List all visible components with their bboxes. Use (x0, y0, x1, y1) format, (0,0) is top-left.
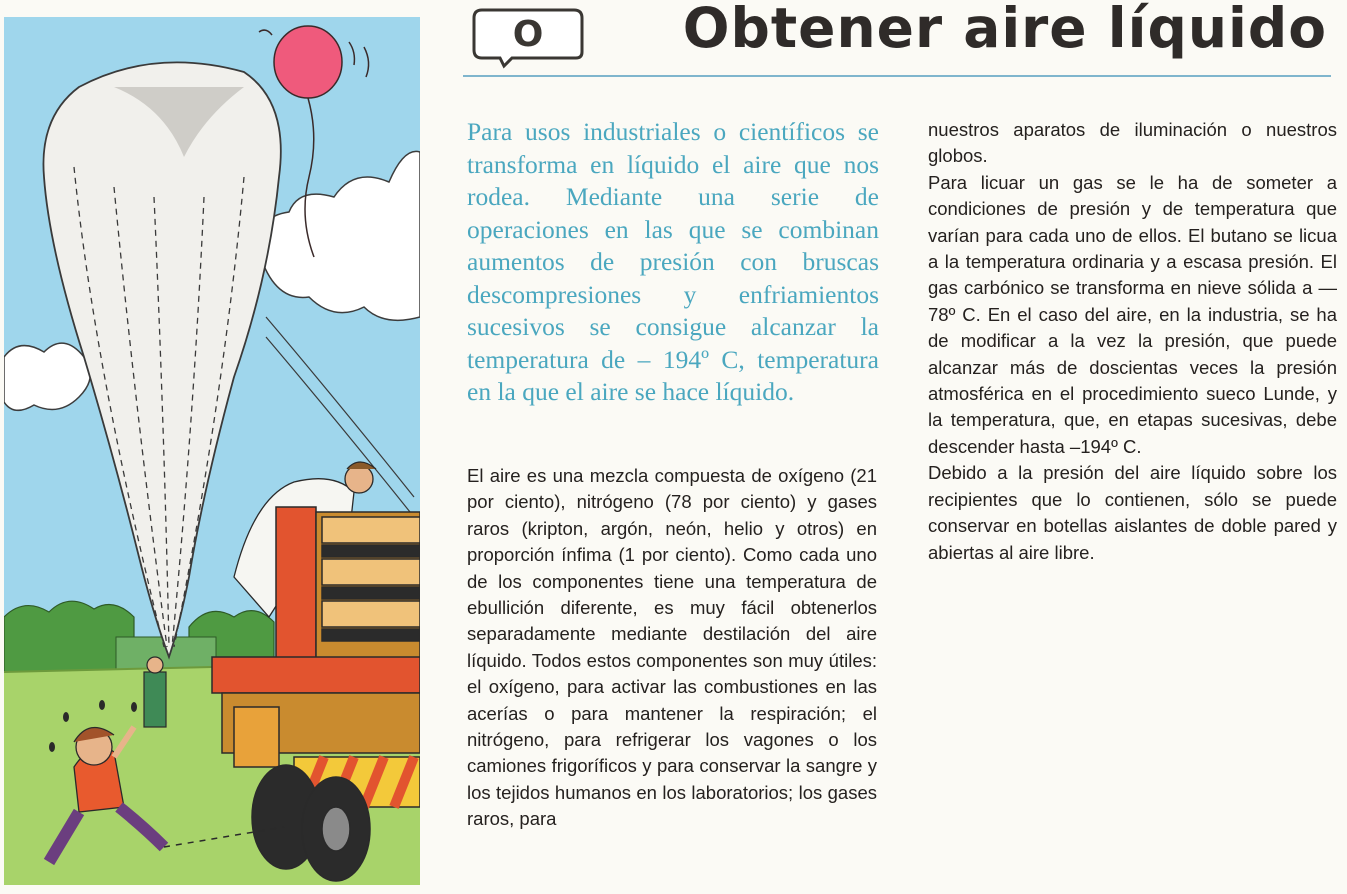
body-paragraph: El aire es una mezcla compuesta de oxígeno (21 por ciento), nitrógeno (78 por ciento) y gases raros (kripton, argón, neón, helio y otros) en proporción ínfima (1 por ciento). Como cada uno de los componentes tiene una temperatura de ebullición diferente, es muy fácil obtenerlos separadamente mediante destilación del aire líquido. Todos estos componentes son muy útiles: el oxígeno, para activar las combustiones en las acerías o para mantener la respiración; el nitrógeno, para refrigerar los vagones o los camiones frigoríficos y para conservar la sangre y los tejidos humanos en los laboratorios; los gases raros, para (467, 465, 877, 830)
body-paragraph: nuestros aparatos de iluminación o nuestros globos. (928, 119, 1337, 167)
worker-figure (144, 657, 166, 727)
section-tab (472, 8, 584, 60)
body-paragraph: Para licuar un gas se le ha de someter a condiciones de presión y de temperatura que varían para cada uno de ellos. El butano se licua a la temperatura ordinaria y a escasa presión. El gas carbónico se transforma en nieve sólida a —78º C. En el caso del aire, en la industria, se ha de modificar a la vez la presión, que puede alcanzar más de doscientas veces la presión atmosférica en el procedimiento sueco Lunde, y la temperatura, que, en etapas sucesivas, debe descender hasta –194º C. (928, 171, 1337, 457)
tab-letter: O (512, 13, 544, 55)
illustration-svg (4, 17, 420, 885)
balloon-illustration (4, 17, 420, 885)
text-column-left (467, 463, 877, 833)
body-paragraph: Debido a la presión del aire líquido sobre los recipientes que lo contienen, sólo se puede conservar en botellas aislantes de doble pared y abiertas al aire libre. (928, 462, 1337, 563)
title-rule (463, 75, 1331, 77)
text-column-right (928, 117, 1337, 566)
intro-paragraph: Para usos industriales o científicos se transforma en líquido el aire que nos rodea. Mediante una serie de operaciones en las que se combinan aumentos de presión con bruscas descompresiones y enfriamientos sucesivos se consigue alcanzar la temperatura de – 194º C, temperatura en la que el aire se hace líquido. (467, 117, 879, 406)
page-title: Obtener aire líquido (682, 0, 1327, 60)
